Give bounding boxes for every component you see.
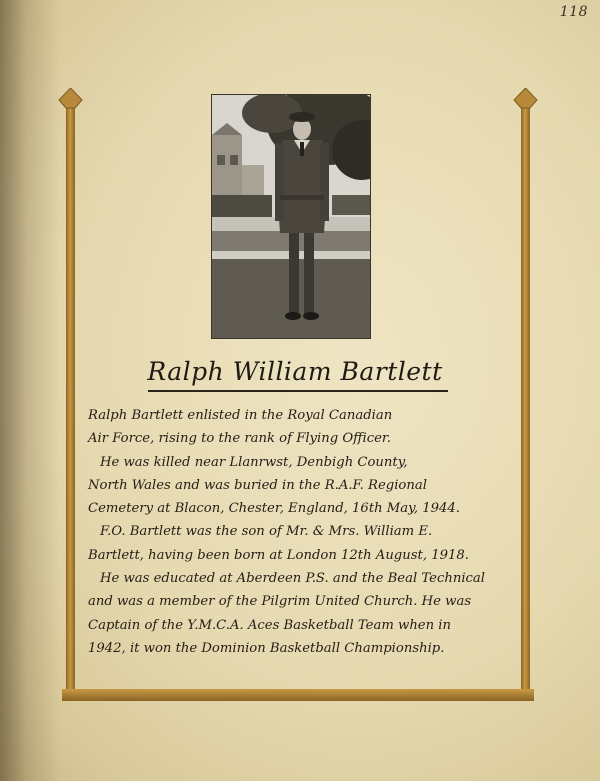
body-line: F.O. Bartlett was the son of Mr. & Mrs. William E. xyxy=(100,524,433,540)
entry-title: Ralph William Bartlett xyxy=(147,357,443,386)
body-line: Bartlett, having been born at London 12th August, 1918. xyxy=(88,547,469,563)
title-underline xyxy=(148,390,448,392)
body-line: North Wales and was buried in the R.A.F. Regional xyxy=(88,477,427,493)
body-line: Air Force, rising to the rank of Flying Officer. xyxy=(88,431,391,447)
body-line: Captain of the Y.M.C.A. Aces Basketball Team when in xyxy=(88,617,452,633)
body-line: and was a member of the Pilgrim United Church. He was xyxy=(88,594,472,610)
body-line: Ralph Bartlett enlisted in the Royal Canadian xyxy=(88,408,393,423)
body-line: Cemetery at Blacon, Chester, England, 16th May, 1944. xyxy=(88,501,461,517)
entry-body-text xyxy=(88,404,518,660)
page-number: 118 xyxy=(559,4,588,20)
body-line: 1942, it won the Dominion Basketball Championship. xyxy=(88,640,445,656)
binding-shadow xyxy=(0,0,60,781)
portrait-photo xyxy=(211,94,371,339)
body-line: He was killed near Llanrwst, Denbigh County, xyxy=(100,454,408,470)
body-line: He was educated at Aberdeen P.S. and the Beal Technical xyxy=(100,571,486,587)
